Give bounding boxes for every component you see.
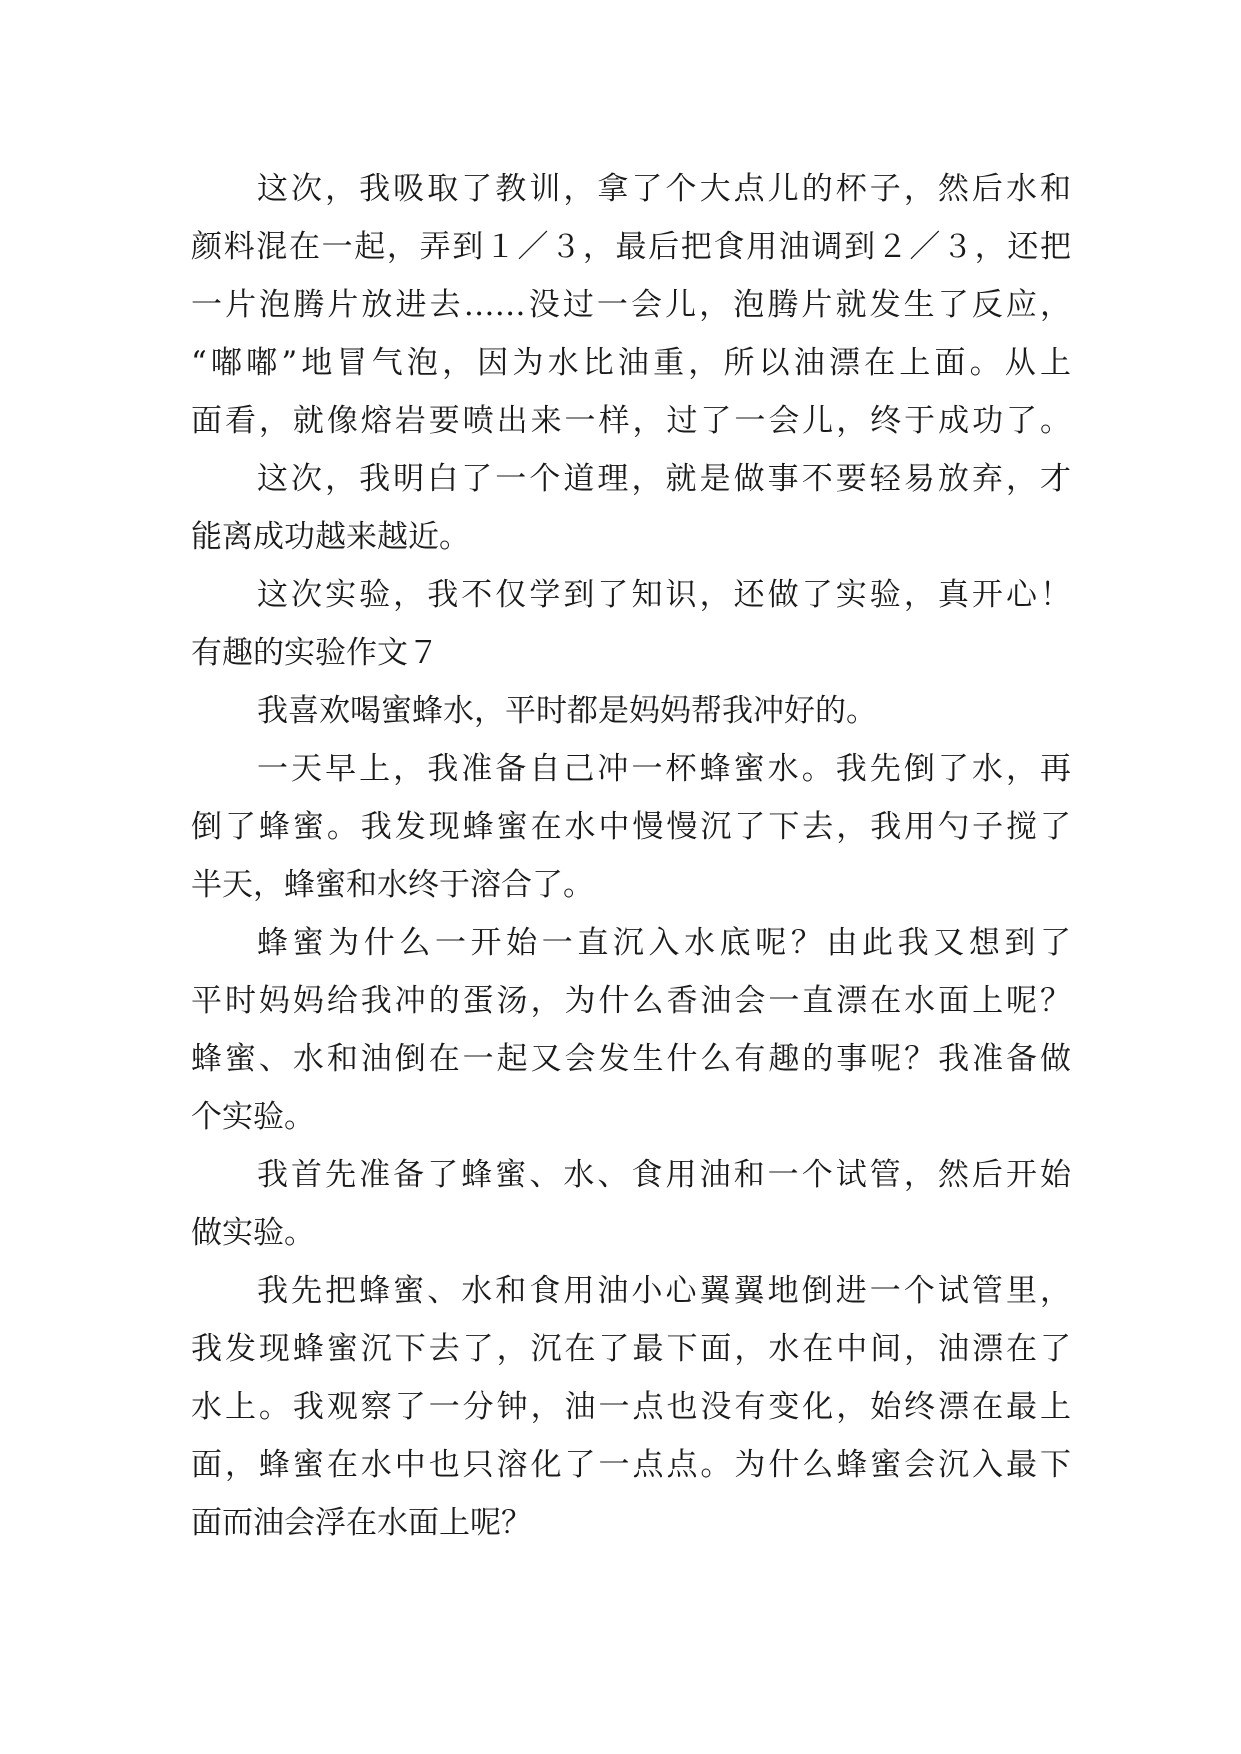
section-heading: 有趣的实验作文７: [191, 635, 439, 671]
text-line: 平时妈妈给我冲的蛋汤，为什么香油会一直漂在水面上呢？: [191, 983, 1071, 1019]
text-line: 我首先准备了蜂蜜、水、食用油和一个试管，然后开始: [257, 1157, 1071, 1193]
text-line: 一片泡腾片放进去……没过一会儿，泡腾片就发生了反应，: [191, 287, 1071, 323]
text-line: 颜料混在一起，弄到１／３，最后把食用油调到２／３，还把: [191, 229, 1071, 265]
text-line: 个实验。: [191, 1099, 315, 1135]
text-line: 蜂蜜为什么一开始一直沉入水底呢？由此我又想到了: [257, 925, 1071, 961]
text-line: 能离成功越来越近。: [191, 519, 470, 555]
text-line: 做实验。: [191, 1215, 315, 1251]
text-line: 倒了蜂蜜。我发现蜂蜜在水中慢慢沉了下去，我用勺子搅了: [191, 809, 1071, 845]
text-line: 我先把蜂蜜、水和食用油小心翼翼地倒进一个试管里，: [257, 1273, 1071, 1309]
text-line: 我发现蜂蜜沉下去了，沉在了最下面，水在中间，油漂在了: [191, 1331, 1071, 1367]
text-line: 这次，我明白了一个道理，就是做事不要轻易放弃，才: [257, 461, 1071, 497]
text-line: 面看，就像熔岩要喷出来一样，过了一会儿，终于成功了。: [191, 403, 1071, 439]
text-line: 一天早上，我准备自己冲一杯蜂蜜水。我先倒了水，再: [257, 751, 1071, 787]
text-line: 这次实验，我不仅学到了知识，还做了实验，真开心！: [257, 577, 1071, 613]
text-line: “嘟嘟”地冒气泡，因为水比油重，所以油漂在上面。从上: [191, 345, 1071, 381]
text-line: 我喜欢喝蜜蜂水，平时都是妈妈帮我冲好的。: [257, 693, 877, 729]
text-line: 面，蜂蜜在水中也只溶化了一点点。为什么蜂蜜会沉入最下: [191, 1447, 1071, 1483]
text-line: 面而油会浮在水面上呢？: [191, 1505, 532, 1541]
text-line: 半天，蜂蜜和水终于溶合了。: [191, 867, 594, 903]
text-line: 这次，我吸取了教训，拿了个大点儿的杯子，然后水和: [257, 171, 1071, 207]
text-line: 水上。我观察了一分钟，油一点也没有变化，始终漂在最上: [191, 1389, 1071, 1425]
text-line: 蜂蜜、水和油倒在一起又会发生什么有趣的事呢？我准备做: [191, 1041, 1071, 1077]
